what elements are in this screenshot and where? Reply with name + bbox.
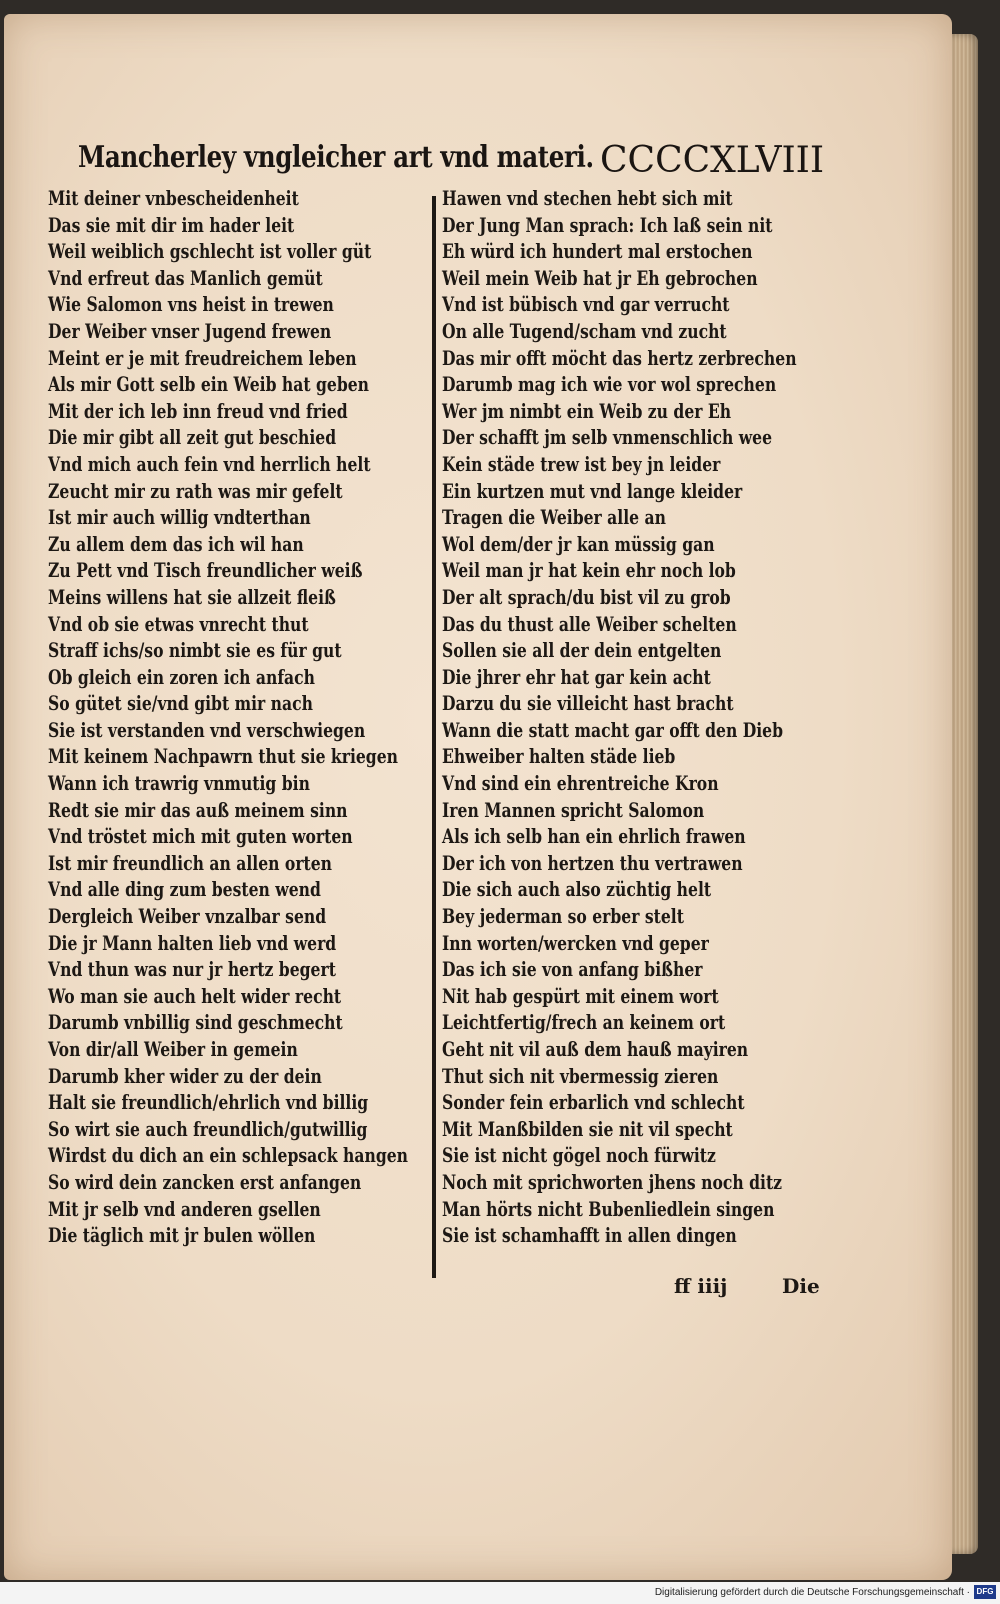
verse-line: Man hörts nicht Bubenliedlein singen (442, 1197, 775, 1221)
verse-line: Iren Mannen spricht Salomon (442, 798, 705, 822)
verse-line: Das mir offt möcht das hertz zerbrechen (442, 346, 797, 370)
verse-line: Mit Manßbilden sie nit vil specht (442, 1117, 733, 1141)
verse-line: Wo man sie auch helt wider recht (48, 984, 342, 1008)
verse-line: So wirt sie auch freundlich/gutwillig (48, 1117, 368, 1141)
verse-line: Von dir/all Weiber in gemein (48, 1038, 298, 1061)
verse-line: Wie Salomon vns heist in trewen (48, 293, 334, 317)
verse-line: Wann ich trawrig vnmutig bin (48, 772, 310, 796)
verse-line: Der Weiber vnser Jugend frewen (48, 319, 332, 343)
verse-line: Meins willens hat sie allzeit fleiß (48, 585, 336, 609)
running-title: Mancherley vngleicher art vnd materi. (78, 140, 594, 175)
verse-line: Zeucht mir zu rath was mir gefelt (48, 479, 343, 503)
verse-line: Das du thust alle Weiber schelten (442, 612, 737, 636)
verse-line: Noch mit sprichworten jhens noch ditz (442, 1170, 783, 1194)
verse-line: Ist mir freundlich an allen orten (48, 851, 333, 875)
verse-line: Darumb vnbillig sind geschmecht (48, 1011, 343, 1035)
verse-line: Ob gleich ein zoren ich anfach (48, 665, 315, 689)
verse-line: Als mir Gott selb ein Weib hat geben (48, 373, 370, 397)
right-column (442, 186, 842, 1250)
verse-line: Wer jm nimbt ein Weib zu der Eh (442, 399, 732, 423)
verse-line: Vnd thun was nur jr hertz begert (48, 958, 336, 982)
verse-line: Eh würd ich hundert mal erstochen (442, 240, 753, 264)
verse-line: Zu Pett vnd Tisch freundlicher weiß (48, 559, 363, 583)
verse-line: Dergleich Weiber vnzalbar send (48, 905, 327, 929)
verse-line: Geht nit vil auß dem hauß mayiren (442, 1038, 749, 1061)
verse-line: Vnd mich auch fein vnd herrlich helt (48, 452, 371, 476)
verse-line: Das sie mit dir im hader leit (48, 213, 295, 237)
verse-line: Ehweiber halten städe lieb (442, 745, 676, 769)
verse-line: Sollen sie all der dein entgelten (442, 639, 722, 663)
verse-line: Mit jr selb vnd anderen gsellen (48, 1197, 321, 1221)
verse-line: Leichtfertig/frech an keinem ort (442, 1011, 726, 1035)
verse-line: Kein städe trew ist bey jn leider (442, 452, 721, 476)
verse-line: Vnd alle ding zum besten wend (48, 878, 321, 902)
verse-line: Wann die statt macht gar offt den Dieb (442, 718, 784, 742)
column-rule (432, 196, 436, 1278)
verse-line: Vnd ist bübisch vnd gar verrucht (442, 293, 730, 317)
verse-line: Mit deiner vnbescheidenheit (48, 187, 299, 210)
folio-number: CCCCXLVIII (600, 140, 825, 181)
verse-line: Weil mein Weib hat jr Eh gebrochen (442, 266, 758, 290)
verse-line: Straff ichs/so nimbt sie es für gut (48, 639, 342, 663)
verse-line: Vnd sind ein ehrentreiche Kron (442, 772, 719, 796)
verse-line: Inn worten/wercken vnd geper (442, 931, 709, 955)
verse-line: Weil man jr hat kein ehr noch lob (442, 559, 736, 583)
verse-line: Sie ist schamhafft in allen dingen (442, 1224, 737, 1248)
verse-line: Die täglich mit jr bulen wöllen (48, 1224, 316, 1248)
verse-line: Vnd ob sie etwas vnrecht thut (48, 612, 309, 636)
verse-line: Als ich selb han ein ehrlich frawen (442, 825, 746, 849)
verse-line: Mit der ich leb inn freud vnd fried (48, 399, 348, 423)
verse-line: Thut sich nit vbermessig zieren (442, 1064, 719, 1088)
verse-line: On alle Tugend/scham vnd zucht (442, 319, 727, 343)
dfg-logo: DFG (974, 1585, 996, 1599)
verse-line: Mit keinem Nachpawrn thut sie kriegen (48, 745, 398, 769)
verse-line: Redt sie mir das auß meinem sinn (48, 798, 348, 822)
verse-line: Wirdst du dich an ein schlepsack hangen (48, 1144, 408, 1168)
verse-line: Der Jung Man sprach: Ich laß sein nit (442, 213, 773, 237)
verse-line: Meint er je mit freudreichem leben (48, 346, 357, 370)
verse-line: Die jhrer ehr hat gar kein acht (442, 665, 711, 689)
verse-line: Vnd tröstet mich mit guten worten (48, 825, 353, 849)
verse-line: Tragen die Weiber alle an (442, 506, 666, 530)
catchword: Die (782, 1274, 820, 1298)
verse-line: Sie ist verstanden vnd verschwiegen (48, 718, 366, 742)
verse-line: Der schafft jm selb vnmenschlich wee (442, 426, 773, 450)
verse-line: Wol dem/der jr kan müssig gan (442, 532, 715, 556)
verse-line: Die jr Mann halten lieb vnd werd (48, 931, 337, 955)
verse-line: Bey jederman so erber stelt (442, 905, 684, 929)
verse-line: Sonder fein erbarlich vnd schlecht (442, 1091, 745, 1115)
verse-line: Weil weiblich gschlecht ist voller güt (48, 240, 372, 264)
verse-line: Darumb kher wider zu der dein (48, 1064, 322, 1088)
verse-line: Hawen vnd stechen hebt sich mit (442, 187, 733, 210)
verse-line: Die sich auch also züchtig helt (442, 878, 712, 902)
verse-line: Sie ist nicht gögel noch fürwitz (442, 1144, 716, 1168)
verse-line: Ein kurtzen mut vnd lange kleider (442, 479, 743, 503)
verse-line: Vnd erfreut das Manlich gemüt (48, 266, 323, 290)
verse-line: Der ich von hertzen thu vertrawen (442, 851, 743, 875)
verse-line: Ist mir auch willig vndterthan (48, 506, 311, 530)
verse-line: Zu allem dem das ich wil han (48, 532, 304, 556)
signature-mark: ff iiij (674, 1274, 728, 1298)
verse-line: Darumb mag ich wie vor wol sprechen (442, 373, 777, 397)
verse-line: Nit hab gespürt mit einem wort (442, 984, 719, 1008)
verse-line: Das ich sie von anfang bißher (442, 958, 703, 982)
verse-line: Halt sie freundlich/ehrlich vnd billig (48, 1091, 369, 1115)
verse-line: Die mir gibt all zeit gut beschied (48, 426, 337, 450)
page-edges (952, 34, 978, 1554)
verse-line: So gütet sie/vnd gibt mir nach (48, 692, 313, 716)
left-column (48, 186, 428, 1250)
verse-line: So wird dein zancken erst anfangen (48, 1170, 362, 1194)
verse-line: Der alt sprach/du bist vil zu grob (442, 585, 731, 609)
verse-line: Darzu du sie villeicht hast bracht (442, 692, 734, 716)
footer-credit: Digitalisierung gefördert durch die Deutsche Forschungsgemeinschaft · (654, 1587, 970, 1598)
